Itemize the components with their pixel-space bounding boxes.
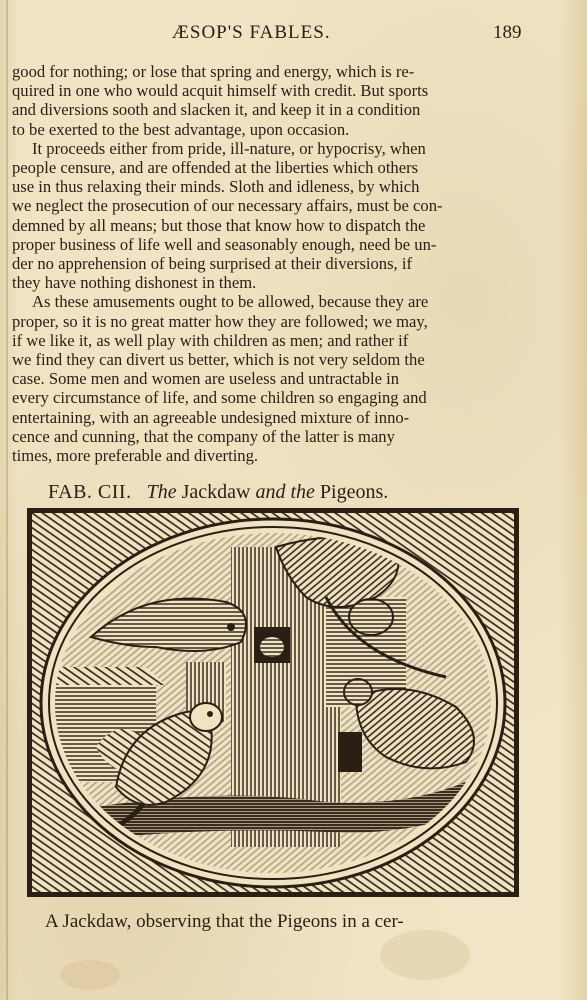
text-line: As these amusements ought to be allowed, because they are [32,292,429,312]
page-gutter [6,0,8,1000]
text-line: cence and cunning, that the company of the latter is many [12,426,395,446]
fable-number: FAB. CII. [48,481,132,503]
text-line: to be exerted to the best advantage, upon occasion. [12,119,350,139]
text-line: if we like it, as well play with children as men; and rather if [12,330,409,350]
text-line: quired in one who would acquit himself with credit. But sports [12,81,429,101]
text-line: and diversions sooth and slacken it, and keep it in a condition [12,100,421,120]
fable-title-word: The [146,481,177,503]
body-text [12,62,522,465]
text-line: der no apprehension of being surprised at their diversions, if [12,254,412,274]
text-line: we neglect the prosecution of our necessary affairs, must be con- [12,196,443,216]
running-head [0,22,587,48]
paper-stain [380,930,470,980]
fable-title-word: Jackdaw [181,481,251,503]
running-title: ÆSOP'S FABLES. [172,22,331,43]
text-line: entertaining, with an agreeable undesigned mixture of inno- [12,407,410,427]
text-line: proper, so it is no great matter how they are followed; we may, [12,311,428,331]
text-line: we find they can divert us better, which is not very seldom the [12,350,425,370]
text-line: case. Some men and women are useless and untractable in [12,369,400,389]
page-number: 189 [493,22,522,43]
text-line: use in thus relaxing their minds. Sloth and idleness, by which [12,177,420,197]
paragraph-2 [12,139,522,293]
paragraph-3 [12,292,522,465]
fable-heading [48,481,388,504]
text-line: demned by all means; but those that know how to dispatch the [12,215,426,235]
fable-caption-line: A Jackdaw, observing that the Pigeons in a cer- [45,911,404,932]
fable-title-word: Pigeons. [319,481,389,503]
text-line: good for nothing; or lose that spring and energy, which is re- [12,62,415,81]
paragraph-1 [12,62,522,139]
fable-title-word: the [290,481,315,503]
text-line: It proceeds either from pride, ill-nature, or hypocrisy, when [32,138,426,158]
text-line: every circumstance of life, and some children so engaging and [12,388,427,408]
fable-title-word: and [255,481,286,503]
woodcut-illustration [26,507,520,898]
text-line: people censure, and are offended at the liberties which others [12,158,419,178]
text-line: proper business of life well and seasonably enough, need be un- [12,234,437,254]
text-line: they have nothing dishonest in them. [12,273,257,293]
paper-stain [60,960,120,990]
text-line: times, more preferable and diverting. [12,446,259,466]
